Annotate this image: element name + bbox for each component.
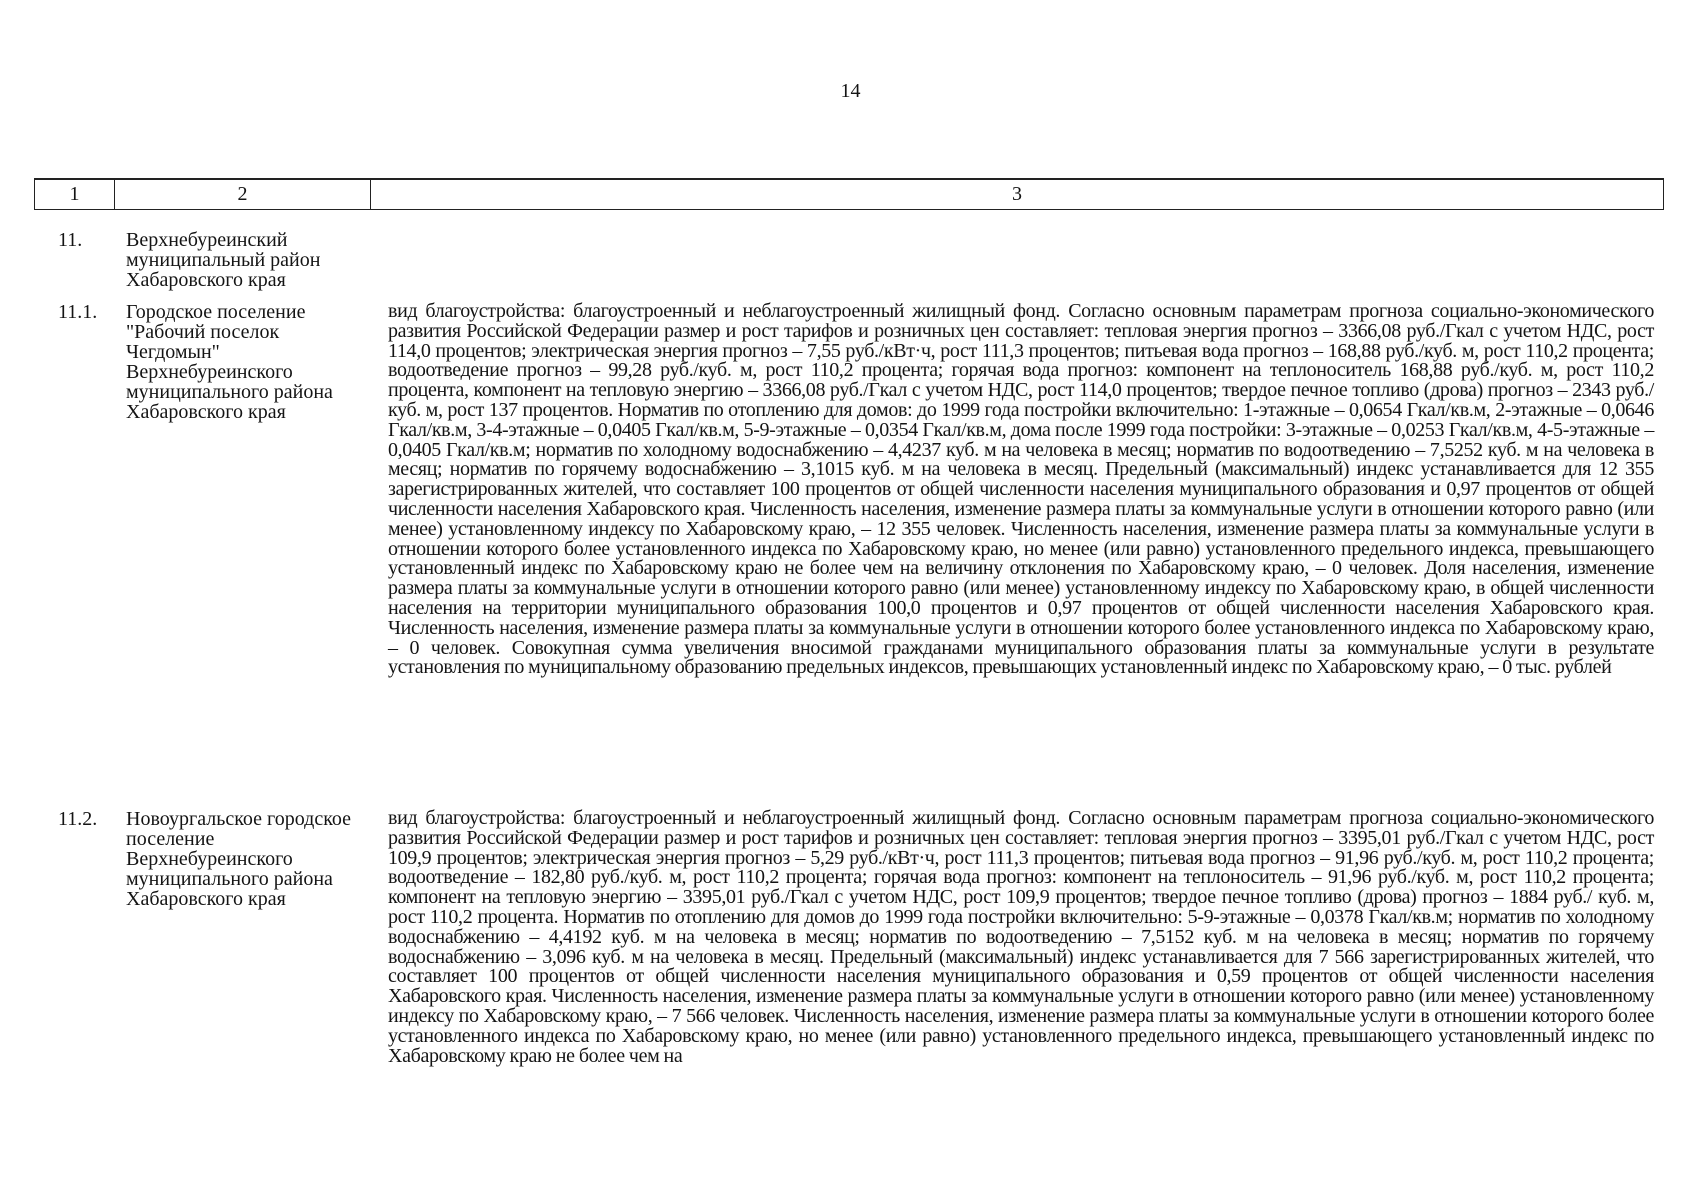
municipality-name: Верхнебуреинский муниципальный район Хабаровского края (126, 229, 321, 291)
table-header-col-3: 3 (1012, 183, 1022, 205)
row-number: 11. (58, 229, 83, 251)
municipality-name: Городское поселение "Рабочий поселок Чегдомын" Верхнебуреинского муниципального района Хабаровского края (126, 301, 333, 423)
row-description: вид благоустройства: благоустроенный и неблагоустроенный жилищный фонд. Согласно основным параметрам прогноза социально-экономического развития Российской Федерации размер и рост тарифов и розничных цен составляет: тепловая энергия прогноз – 3366,08 руб./Гкал с учетом НДС, рост 114,0 процентов; электрическая энергия прогноз – 7,55 руб./кВт·ч, рост 111,3 процентов; питьевая вода прогноз – 168,88 руб./куб. м, рост 110,2 процента; водоотведение прогноз – 99,28 руб./куб. м, рост 110,2 процента; горячая вода прогноз: компонент на теплоноситель 168,88 руб./куб. м, рост 110,2 процента, компонент на тепловую энергию – 3366,08 руб./Гкал с учетом НДС, рост 114,0 процентов; твердое печное топливо (дрова) прогноз – 2343 руб./куб. м, рост 137 процентов. Норматив по отоплению для домов: до 1999 года постройки включительно: 1-этажные – 0,0654 Гкал/кв.м, 2-этажные – 0,0646 Гкал/кв.м, 3-4-этажные – 0,0405 Гкал/кв.м, 5-9-этажные – 0,0354 Гкал/кв.м, дома после 1999 года постройки: 3-этажные – 0,0253 Гкал/кв.м, 4-5-этажные – 0,0405 Гкал/кв.м; норматив по холодному водоснабжению – 4,4237 куб. м на человека в месяц; норматив по водоотведению – 7,5252 куб. м на человека в месяц; норматив по горячему водоснабжению – 3,1015 куб. м на человека в месяц. Предельный (максимальный) индекс устанавливается для 12 355 зарегистрированных жителей, что составляет 100 процентов от общей численности населения муниципального образования и 0,97 процентов от общей численности населения Хабаровского края. Численность населения, изменение размера платы за коммунальные услуги в отношении которого равно (или менее) установленному индексу по Хабаровскому краю, – 12 355 человек. Численность населения, изменение размера платы за коммунальные услуги в отношении которого более установленного индекса по Хабаровскому краю, но менее (или равно) установленного предельного индекса, превышающего установленный индекс по Хабаровскому краю не более чем на величину отклонения по Хабаровскому краю, – 0 человек. Доля населения, изменение размера платы за коммунальные услуги в отношении которого равно (или менее) установленному индексу по Хабаровскому краю, в общей численности населения на территории муниципального образования 100,0 процентов и 0,97 процентов от общей численности населения Хабаровского края. Численность населения, изменение размера платы за коммунальные услуги в отношении которого более установленного индекса по Хабаровскому краю, – 0 человек. Совокупная сумма увеличения вносимой гражданами муниципального образования платы за коммунальные услуги в результате установления по муниципальному образованию предельных индексов, превышающих установленный индекс по Хабаровскому краю, – 0 тыс. рублей (388, 300, 1654, 679)
row-number: 11.1. (58, 301, 98, 323)
page-number: 14 (840, 80, 861, 102)
row-description: вид благоустройства: благоустроенный и неблагоустроенный жилищный фонд. Согласно основным параметрам прогноза социально-экономического развития Российской Федерации размер и рост тарифов и розничных цен составляет: тепловая энергия прогноз – 3395,01 руб./Гкал с учетом НДС, рост 109,9 процентов; электрическая энергия прогноз – 5,29 руб./кВт·ч, рост 111,3 процентов; питьевая вода прогноз – 91,96 руб./куб. м, рост 110,2 процента; водоотведение – 182,80 руб./куб. м, рост 110,2 процента; горячая вода прогноз: компонент на теплоноситель – 91,96 руб./куб. м, рост 110,2 процента; компонент на тепловую энергию – 3395,01 руб./Гкал с учетом НДС, рост 109,9 процентов; твердое печное топливо (дрова) прогноз – 1884 руб./ куб. м, рост 110,2 процента. Норматив по отоплению для домов до 1999 года постройки включительно: 5-9-этажные – 0,0378 Гкал/кв.м; норматив по холодному водоснабжению – 4,4192 куб. м на человека в месяц; норматив по водоотведению – 7,5152 куб. м на человека в месяц; норматив по горячему водоснабжению – 3,096 куб. м на человека в месяц. Предельный (максимальный) индекс устанавливается для 7 566 зарегистрированных жителей, что составляет 100 процентов от общей численности населения муниципального образования и 0,59 процентов от общей численности населения Хабаровского края. Численность населения, изменение размера платы за коммунальные услуги в отношении которого равно (или менее) установленному индексу по Хабаровскому краю, – 7 566 человек. Численность населения, изменение размера платы за коммунальные услуги в отношении которого более установленного индекса по Хабаровскому краю, но менее (или равно) установленного предельного индекса, превышающего установленный индекс по Хабаровскому краю не более чем на (388, 807, 1654, 1067)
table-header-col-2: 2 (115, 180, 371, 209)
row-number: 11.2. (58, 808, 98, 830)
table-header-col-1: 1 (35, 180, 115, 209)
table-header (34, 178, 1664, 210)
municipality-name: Новоургальское городское поселение Верхнебуреинского муниципального района Хабаровского края (126, 808, 352, 910)
